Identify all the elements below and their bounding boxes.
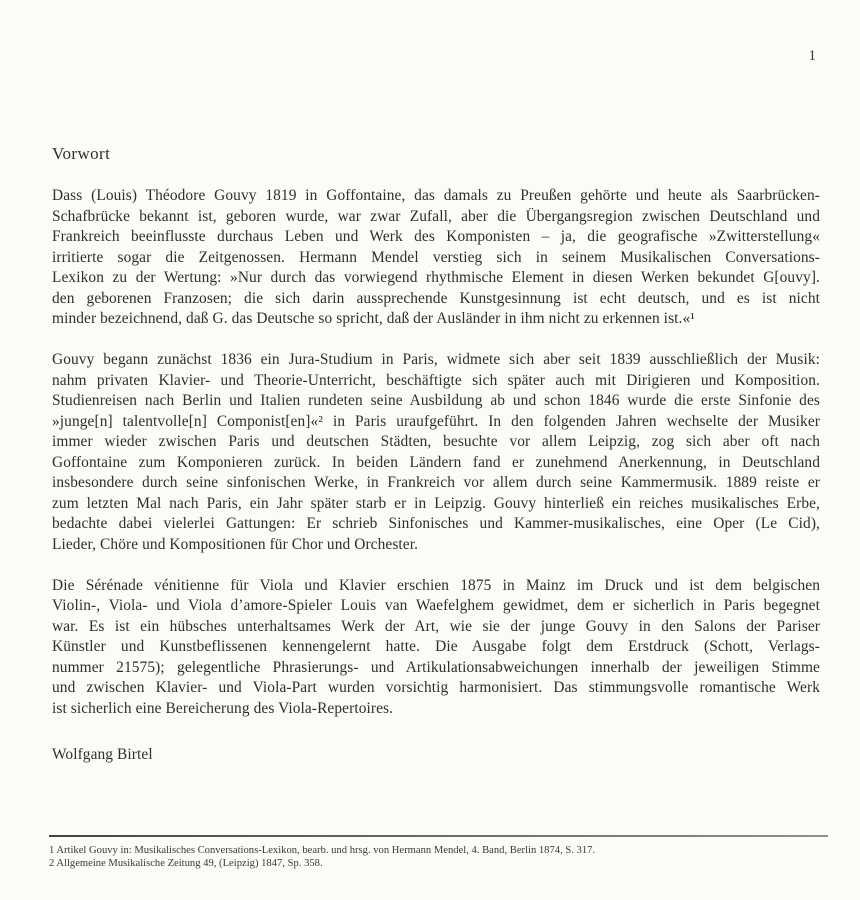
text-line: Goffontaine zum Komponieren zurück. In beiden Ländern fand er zunehmend Anerkennung, in Deutschland xyxy=(52,453,820,471)
footnote-section xyxy=(49,835,828,871)
text-line: immer wieder zwischen Paris und deutschen Städten, besuchte vor allem Leipzig, zog sich aber oft nach xyxy=(52,433,820,450)
footnote-1: 1 Artikel Gouvy in: Musikalisches Conversations-Lexikon, bearb. und hrsg. von Hermann Mendel, 4. Band, Berlin 1874, S. 317. xyxy=(49,845,596,856)
page-number: 1 xyxy=(808,48,816,64)
text-line: zum letzten Mal nach Paris, ein Jahr später starb er in Leipzig. Gouvy hinterließ ein reiches musikalisches Erbe, xyxy=(52,494,820,512)
paragraph-2 xyxy=(52,350,820,555)
text-line: »junge[n] talentvolle[n] Componist[en]«² in Paris uraufgeführt. In den folgenden Jahren wechselte der Musiker xyxy=(52,412,820,430)
text-line: Frankreich beeinflusste durchaus Leben und Werk des Komponisten – ja, die geografische »Zwitterstellung« xyxy=(52,228,820,245)
text-line: Künstler und Kunstbeflissenen kennengelernt hatte. Die Ausgabe folgt dem Erstdruck (Schott, Verlags- xyxy=(52,638,820,655)
footnote-2: 2 Allgemeine Musikalische Zeitung 49, (Leipzig) 1847, Sp. 358. xyxy=(49,857,323,869)
text-line: nummer 21575); gelegentliche Phrasierungs- und Artikulationsabweichungen innerhalb der jeweiligen Stimme xyxy=(52,658,820,676)
text-line: ist sicherlich eine Bereicherung des Viola-Repertoires. xyxy=(52,699,394,717)
text-line: und zwischen Klavier- und Viola-Part wurden vorsichtig harmonisiert. Das stimmungsvolle romantische Werk xyxy=(52,679,820,696)
text-line: irritierte sogar die Zeitgenossen. Hermann Mendel verstieg sich in seinem Musikalischen Conversations- xyxy=(52,248,820,266)
paragraph-3 xyxy=(52,576,820,720)
text-line: war. Es ist ein hübsches unterhaltsames Werk der Art, wie sie der junge Gouvy in den Salons der Pariser xyxy=(52,617,820,635)
text-line: den geborenen Franzosen; die sich darin aussprechende Kunstgesinnung ist echt deutsch, und es ist nicht xyxy=(52,289,820,307)
text-line: Violin-, Viola- und Viola d’amore-Spieler Louis van Waefelghem gewidmet, dem er sicherlich in Paris begegnet xyxy=(52,597,820,614)
text-line: minder bezeichnend, daß G. das Deutsche so spricht, daß der Ausländer in ihm nicht zu erkennen ist.«¹ xyxy=(52,310,695,327)
paragraph-1 xyxy=(52,186,820,330)
text-line: Die Sérénade vénitienne für Viola und Klavier erschien 1875 in Mainz im Druck und ist dem belgischen xyxy=(52,576,820,594)
author-signature: Wolfgang Birtel xyxy=(52,746,153,763)
text-line: Lexikon zu der Wertung: »Nur durch das vorwiegend rhythmische Element in diesen Werken bekundet G[ouvy]. xyxy=(52,269,820,286)
text-line: Dass (Louis) Théodore Gouvy 1819 in Goffontaine, das damals zu Preußen gehörte und heute als Saarbrücken- xyxy=(52,187,820,204)
text-line: Gouvy begann zunächst 1836 ein Jura-Studium in Paris, widmete sich aber seit 1839 ausschließlich der Musik: xyxy=(52,351,820,368)
page-title: Vorwort xyxy=(52,144,111,163)
text-line: bedachte dabei vielerlei Gattungen: Er schrieb Sinfonisches und Kammer-musikalisches, eine Oper (Le Cid), xyxy=(52,515,820,532)
text-line: insbesondere durch seine sinfonischen Werke, in Frankreich vor allem durch seine Kammermusik. 1889 reiste er xyxy=(52,474,820,491)
text-line: nahm privaten Klavier- und Theorie-Unterricht, beschäftigte sich später auch mit Dirigieren und Komposition. xyxy=(52,371,820,389)
text-line: Schafbrücke bekannt ist, geboren wurde, war zwar Zufall, aber die Übergangsregion zwischen Deutschland und xyxy=(52,207,820,225)
text-line: Lieder, Chöre und Kompositionen für Chor und Orchester. xyxy=(52,535,419,553)
text-line: Studienreisen nach Berlin und Italien rundeten seine Ausbildung ab und schon 1846 wurde die erste Sinfonie des xyxy=(52,392,820,409)
footnote-divider xyxy=(49,835,828,837)
body-text xyxy=(52,186,820,766)
